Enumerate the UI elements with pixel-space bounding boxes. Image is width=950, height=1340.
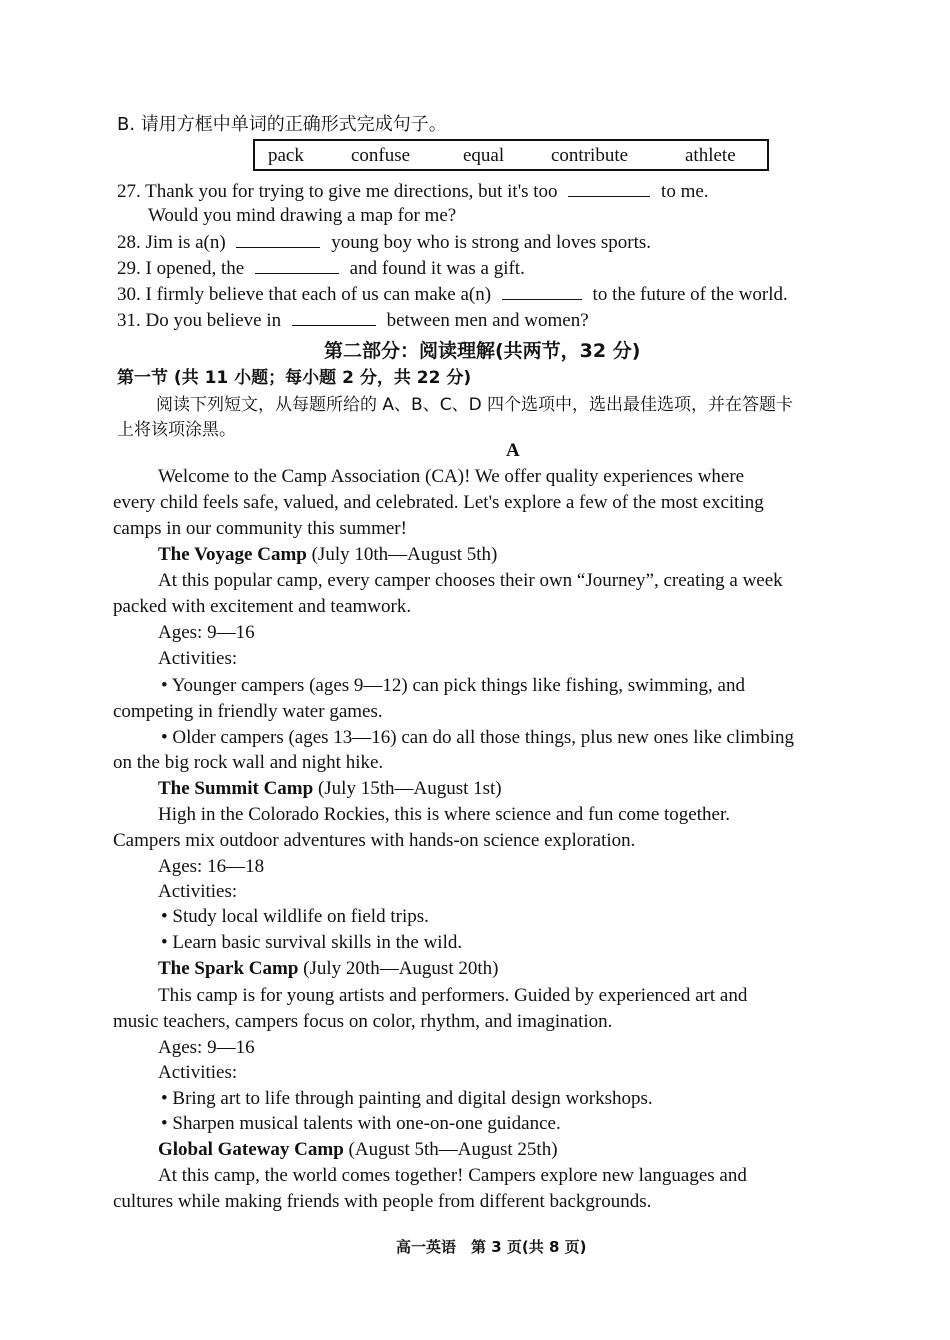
passage-letter: A <box>506 440 520 461</box>
voyage-activity-2-line-1: • Older campers (ages 13—16) can do all those things, plus new ones like climbing <box>161 727 794 748</box>
word-bank-item: contribute <box>551 145 629 166</box>
reading-instruction-line-2: 上将该项涂黑。 <box>117 420 236 440</box>
word-bank-item: equal <box>463 145 505 166</box>
passage-intro-line-1 <box>158 466 900 488</box>
passage-intro-line-3: camps in our community this summer! <box>113 518 407 539</box>
voyage-activity-1-line-2: competing in friendly water games. <box>113 701 383 722</box>
question-28 <box>117 231 651 254</box>
page-footer: 高一英语 第 3 页(共 8 页) <box>396 1238 587 1256</box>
word-bank-item: pack <box>268 145 304 166</box>
spark-desc-line-2: music teachers, campers focus on color, rhythm, and imagination. <box>113 1011 613 1032</box>
voyage-desc-line-2: packed with excitement and teamwork. <box>113 596 412 617</box>
spark-activity-2: • Sharpen musical talents with one-on-one guidance. <box>161 1113 561 1134</box>
global-camp-heading <box>158 1139 558 1161</box>
word-bank-box <box>253 139 769 171</box>
question-text: 30. I firmly believe that each of us can make a(n) <box>117 284 492 305</box>
answer-blank[interactable] <box>568 180 650 197</box>
section-1-heading: 第一节 (共 11 小题；每小题 2 分，共 22 分) <box>117 368 472 388</box>
question-text: 29. I opened, the <box>117 258 245 279</box>
spark-activities-label: Activities: <box>158 1062 238 1083</box>
summit-activity-1: • Study local wildlife on field trips. <box>161 906 429 927</box>
camp-title: The Summit Camp <box>158 778 314 799</box>
camp-dates: (July 20th—August 20th) <box>303 958 499 979</box>
camp-title: The Spark Camp <box>158 958 299 979</box>
passage-intro-line-2: every child feels safe, valued, and celebrated. Let's explore a few of the most exciting <box>113 492 764 513</box>
answer-blank[interactable] <box>292 309 376 326</box>
question-text: to the future of the world. <box>592 284 788 305</box>
camp-title: The Voyage Camp <box>158 544 307 565</box>
spark-camp-heading <box>158 958 498 980</box>
voyage-activity-1-line-1: • Younger campers (ages 9—12) can pick things like fishing, swimming, and <box>161 675 745 696</box>
question-text: 27. Thank you for trying to give me directions, but it's too <box>117 181 558 202</box>
voyage-ages: Ages: 9—16 <box>158 622 255 643</box>
global-desc-line-1: At this camp, the world comes together! Campers explore new languages and <box>158 1165 747 1186</box>
spark-ages: Ages: 9—16 <box>158 1037 255 1058</box>
camp-title: Global Gateway Camp <box>158 1139 344 1160</box>
reading-instruction-line-1: 阅读下列短文，从每题所给的 A、B、C、D 四个选项中，选出最佳选项，并在答题卡 <box>156 395 794 415</box>
global-desc-line-2: cultures while making friends with people from different backgrounds. <box>113 1191 652 1212</box>
question-text: to me. <box>661 181 709 202</box>
section-b-instruction: B. 请用方框中单词的正确形式完成句子。 <box>117 114 447 135</box>
word-bank-item: confuse <box>351 145 411 166</box>
summit-activity-2: • Learn basic survival skills in the wild. <box>161 932 463 953</box>
question-27-continued: Would you mind drawing a map for me? <box>148 205 457 226</box>
question-30 <box>117 283 788 306</box>
question-text: 28. Jim is a(n) <box>117 232 226 253</box>
voyage-activity-2-line-2: on the big rock wall and night hike. <box>113 752 384 773</box>
question-text: and found it was a gift. <box>349 258 525 279</box>
answer-blank[interactable] <box>502 283 582 300</box>
spark-desc-line-1: This camp is for young artists and performers. Guided by experienced art and <box>158 985 748 1006</box>
summit-ages: Ages: 16—18 <box>158 856 265 877</box>
camp-dates: (July 10th—August 5th) <box>311 544 498 565</box>
camp-dates: (August 5th—August 25th) <box>348 1139 558 1160</box>
spark-activity-1: • Bring art to life through painting and digital design workshops. <box>161 1088 653 1109</box>
part-2-heading: 第二部分：阅读理解(共两节，32 分) <box>324 340 641 362</box>
summit-camp-heading <box>158 778 502 800</box>
question-text: young boy who is strong and loves sports. <box>331 232 652 253</box>
question-29 <box>117 257 525 280</box>
answer-blank[interactable] <box>236 231 320 248</box>
voyage-camp-heading <box>158 544 497 566</box>
text: Welcome to the Camp Association (CA)! We offer quality experiences where <box>158 466 745 487</box>
question-31 <box>117 309 589 332</box>
summit-activities-label: Activities: <box>158 881 238 902</box>
question-27 <box>117 180 709 203</box>
word-bank-item: athlete <box>685 145 736 166</box>
answer-blank[interactable] <box>255 257 339 274</box>
voyage-desc-line-1: At this popular camp, every camper chooses their own “Journey”, creating a week <box>158 570 783 591</box>
voyage-activities-label: Activities: <box>158 648 238 669</box>
question-text: between men and women? <box>386 310 589 331</box>
question-text: 31. Do you believe in <box>117 310 282 331</box>
summit-desc-line-2: Campers mix outdoor adventures with hands-on science exploration. <box>113 830 636 851</box>
summit-desc-line-1: High in the Colorado Rockies, this is where science and fun come together. <box>158 804 730 825</box>
camp-dates: (July 15th—August 1st) <box>317 778 502 799</box>
